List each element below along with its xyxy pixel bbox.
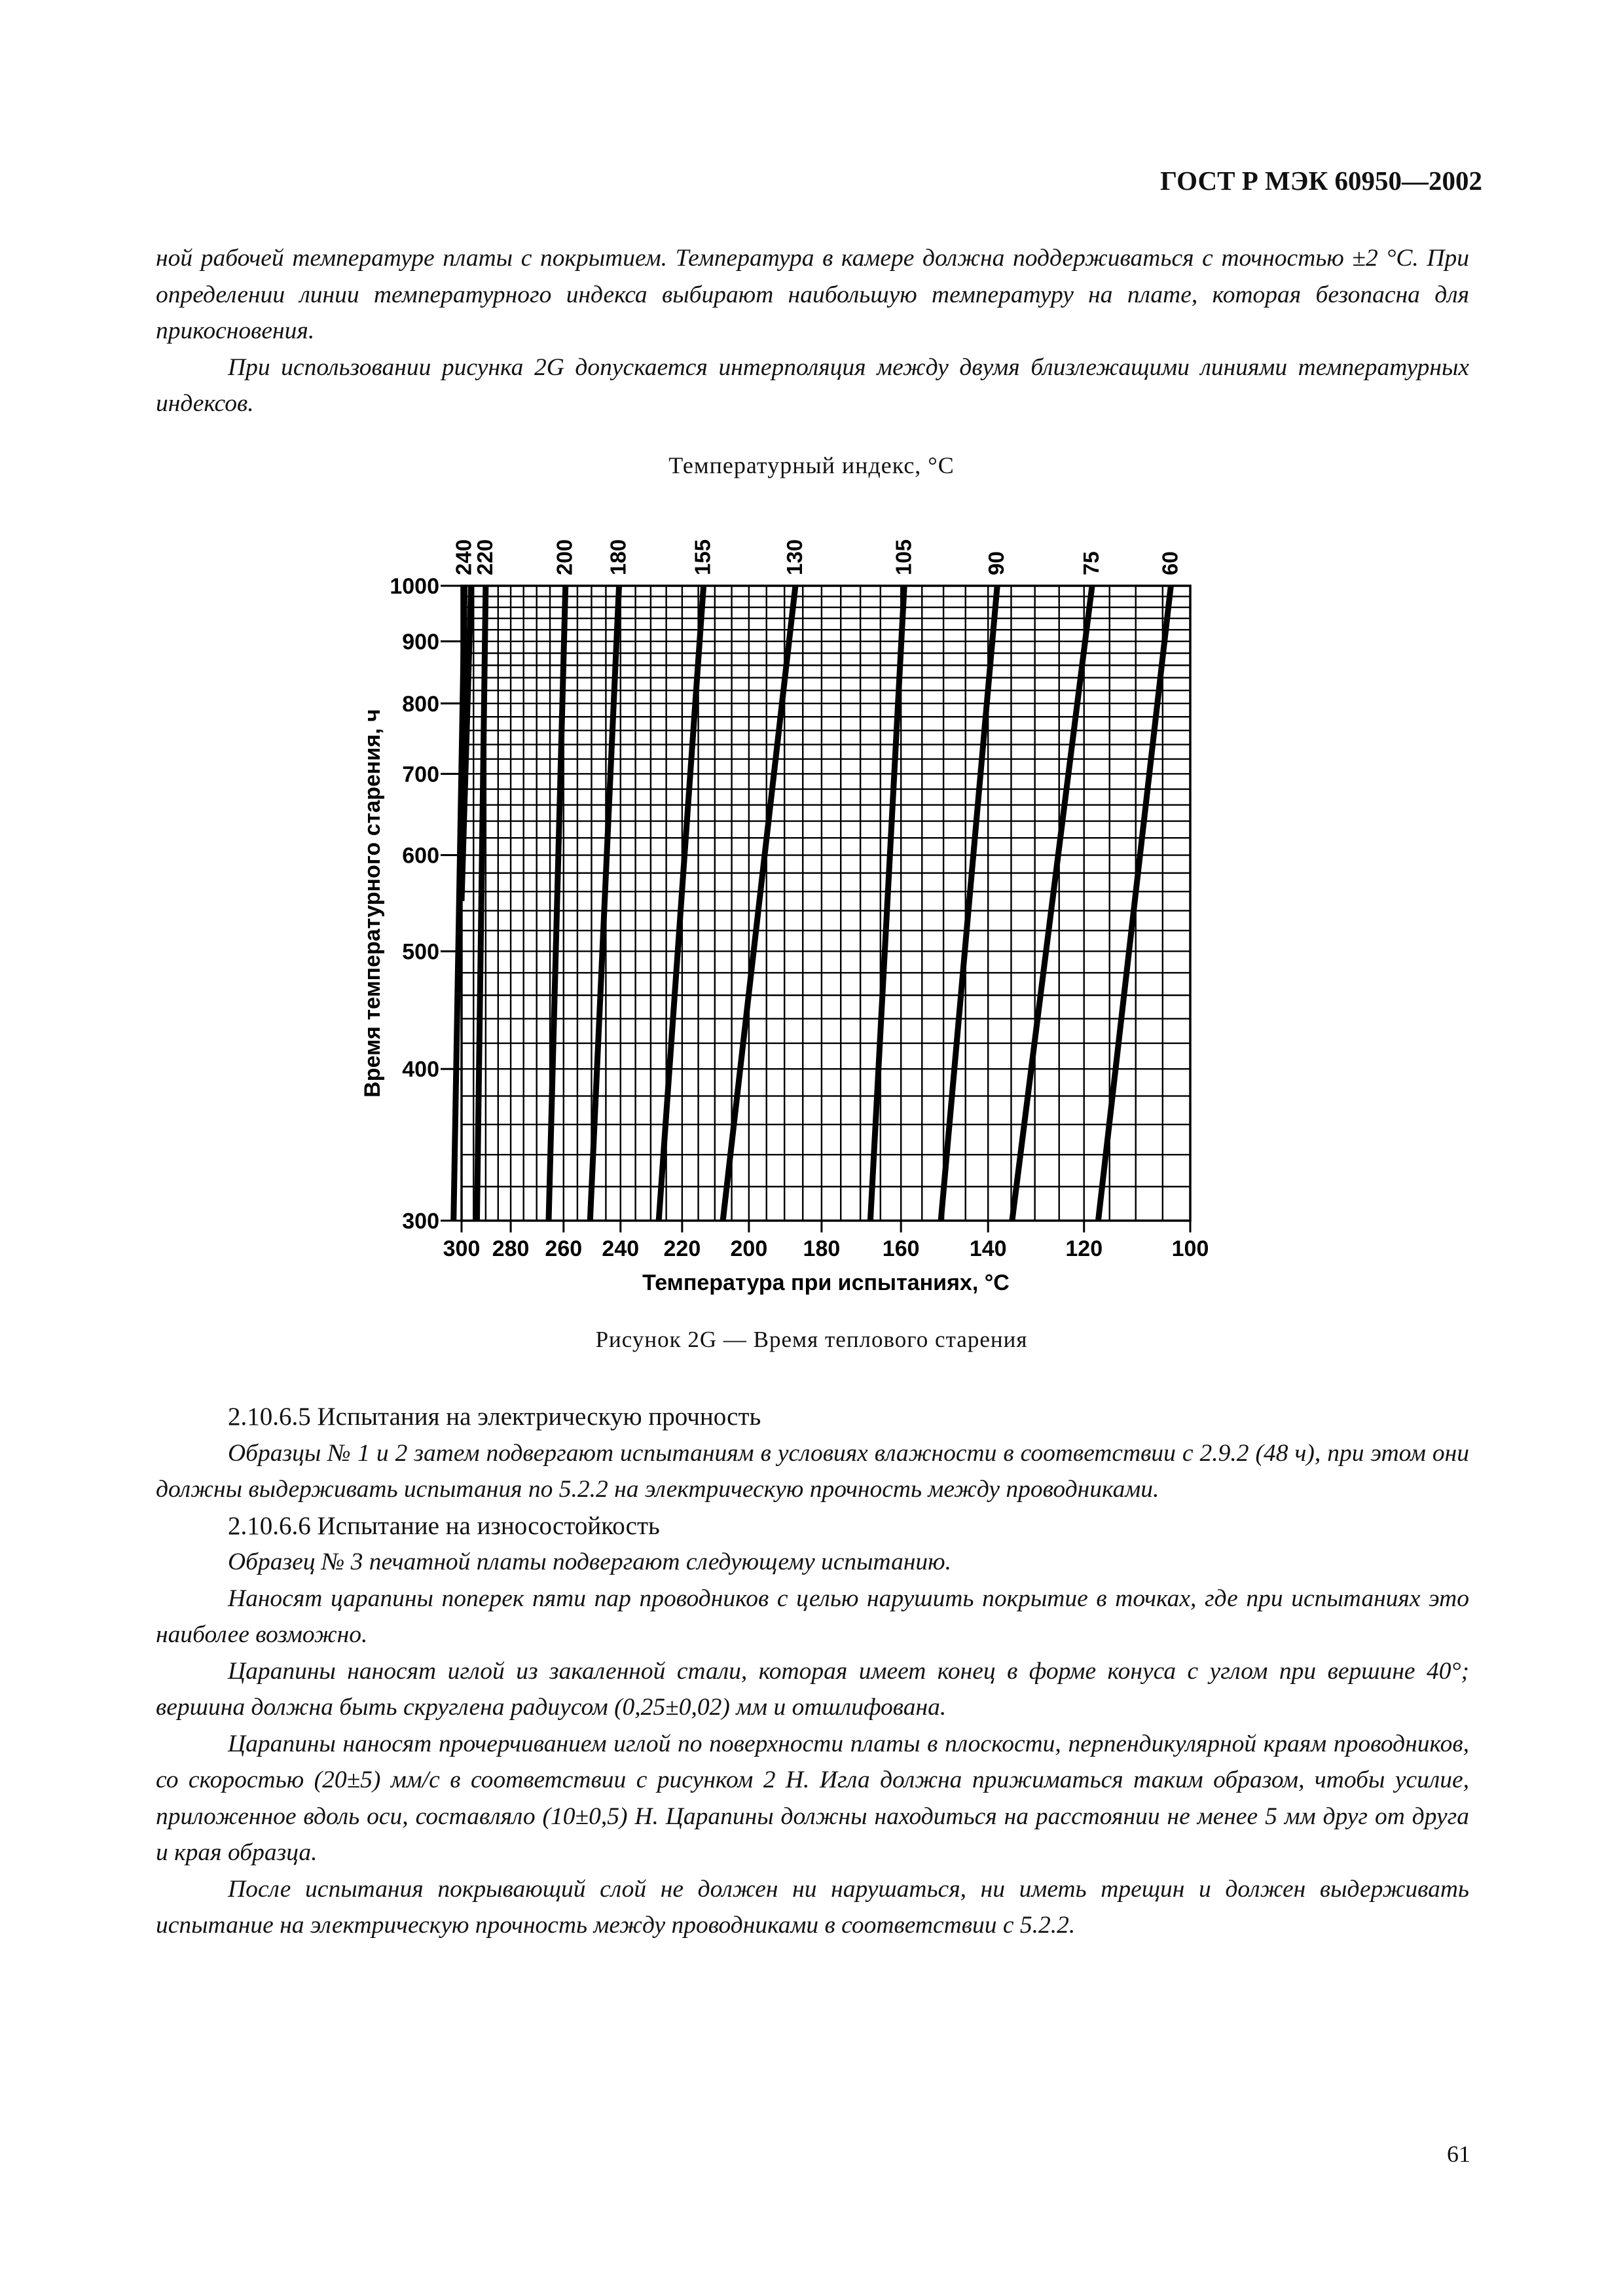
intro-text: [156, 240, 1469, 422]
series-label: 200: [552, 539, 577, 575]
x-tick-label: 220: [663, 1236, 701, 1261]
x-tick-label: 100: [1171, 1236, 1209, 1261]
series-label: 105: [891, 539, 916, 575]
document-header: ГОСТ Р МЭК 60950—2002: [1160, 166, 1482, 196]
y-tick-label: 900: [402, 629, 439, 655]
y-axis-label: Время температурного старения, ч: [360, 709, 385, 1098]
x-tick-label: 280: [492, 1236, 530, 1261]
section-heading: 2.10.6.5 Испытания на электрическую прочность: [228, 1403, 761, 1431]
series-label: 220: [472, 539, 497, 575]
y-tick-label: 300: [402, 1209, 439, 1234]
x-tick-label: 300: [443, 1236, 481, 1261]
y-tick-label: 1000: [390, 574, 439, 599]
x-tick-label: 240: [602, 1236, 640, 1261]
series-label: 180: [606, 539, 630, 575]
series-label: 130: [782, 539, 807, 575]
section-paragraph: Царапины наносят прочерчиванием иглой по поверхности платы в плоскости, перпендикулярной краям проводников, со скоростью (20±5) мм/с в соответствии с рисунком 2 Н. Игла должна прижиматься таким образом, чтобы усилие, приложенное вдоль оси, составляло (10±0,5) Н. Царапины должны находиться на расстоянии не менее 5 мм друг от друга и края образца.: [156, 1730, 1469, 1866]
temperature-index-line: [590, 586, 619, 1221]
y-tick-label: 600: [402, 843, 439, 869]
temperature-index-line: [454, 586, 465, 1221]
series-label: 60: [1158, 551, 1182, 575]
section-heading: 2.10.6.6 Испытание на износостойкость: [228, 1511, 660, 1540]
section-paragraph: После испытания покрывающий слой не должен ни нарушаться, ни иметь трещин и должен выдерживать испытание на электрическую прочность между проводниками в соответствии с 5.2.2.: [156, 1875, 1469, 1939]
y-tick-label: 800: [402, 691, 439, 717]
temperature-index-line: [870, 586, 904, 1221]
temperature-index-line: [1012, 586, 1092, 1221]
x-tick-label: 140: [969, 1236, 1007, 1261]
x-tick-label: 260: [545, 1236, 583, 1261]
body-text: [156, 1399, 1469, 1944]
section-paragraph: Наносят царапины поперек пяти пар проводников с целью нарушить покрытие в точках, где при испытаниях это наиболее возможно.: [156, 1585, 1469, 1648]
x-tick-label: 120: [1065, 1236, 1103, 1261]
x-axis-label: Температура при испытаниях, °С: [642, 1270, 1010, 1295]
y-tick-label: 400: [402, 1057, 439, 1083]
intro-paragraph: При использовании рисунка 2G допускается интерполяция между двумя близлежащими линиями температурных индексов.: [156, 353, 1469, 417]
series-label: 75: [1079, 551, 1104, 575]
y-tick-label: 700: [402, 762, 439, 787]
x-tick-label: 180: [803, 1236, 841, 1261]
figure-top-label: Температурный индекс, °С: [668, 452, 955, 478]
section-paragraph: Образцы № 1 и 2 затем подвергают испытаниям в условиях влажности в соответствии с 2.9.2 (48 ч), при этом они должны выдерживать испытания по 5.2.2 на электрическую прочность между проводниками.: [156, 1439, 1469, 1503]
series-label: 155: [690, 539, 715, 575]
page-number: 61: [1447, 2141, 1470, 2167]
figure-caption: Рисунок 2G — Время теплового старения: [595, 1327, 1028, 1352]
intro-paragraph: ной рабочей температуре платы с покрытием. Температура в камере должна поддерживаться с точностью ±2 °С. При определении линии температурного индекса выбирают наибольшую температуру на плате, которая безопасна для прикосновения.: [156, 245, 1469, 344]
section-paragraph: Царапины наносят иглой из закаленной стали, которая имеет конец в форме конуса с углом при вершине 40°; вершина должна быть скруглена радиусом (0,25±0,02) мм и отшлифована.: [156, 1657, 1469, 1721]
series-label: 240: [451, 539, 476, 575]
x-tick-label: 200: [730, 1236, 768, 1261]
x-tick-label: 160: [882, 1236, 920, 1261]
chart-series: [454, 586, 1171, 1221]
temperature-index-line: [477, 586, 485, 1221]
aging-time-chart: [327, 504, 1244, 1316]
series-label: 90: [984, 551, 1009, 575]
section-paragraph: Образец № 3 печатной платы подвергают следующему испытанию.: [228, 1549, 951, 1575]
y-tick-label: 500: [402, 939, 439, 965]
